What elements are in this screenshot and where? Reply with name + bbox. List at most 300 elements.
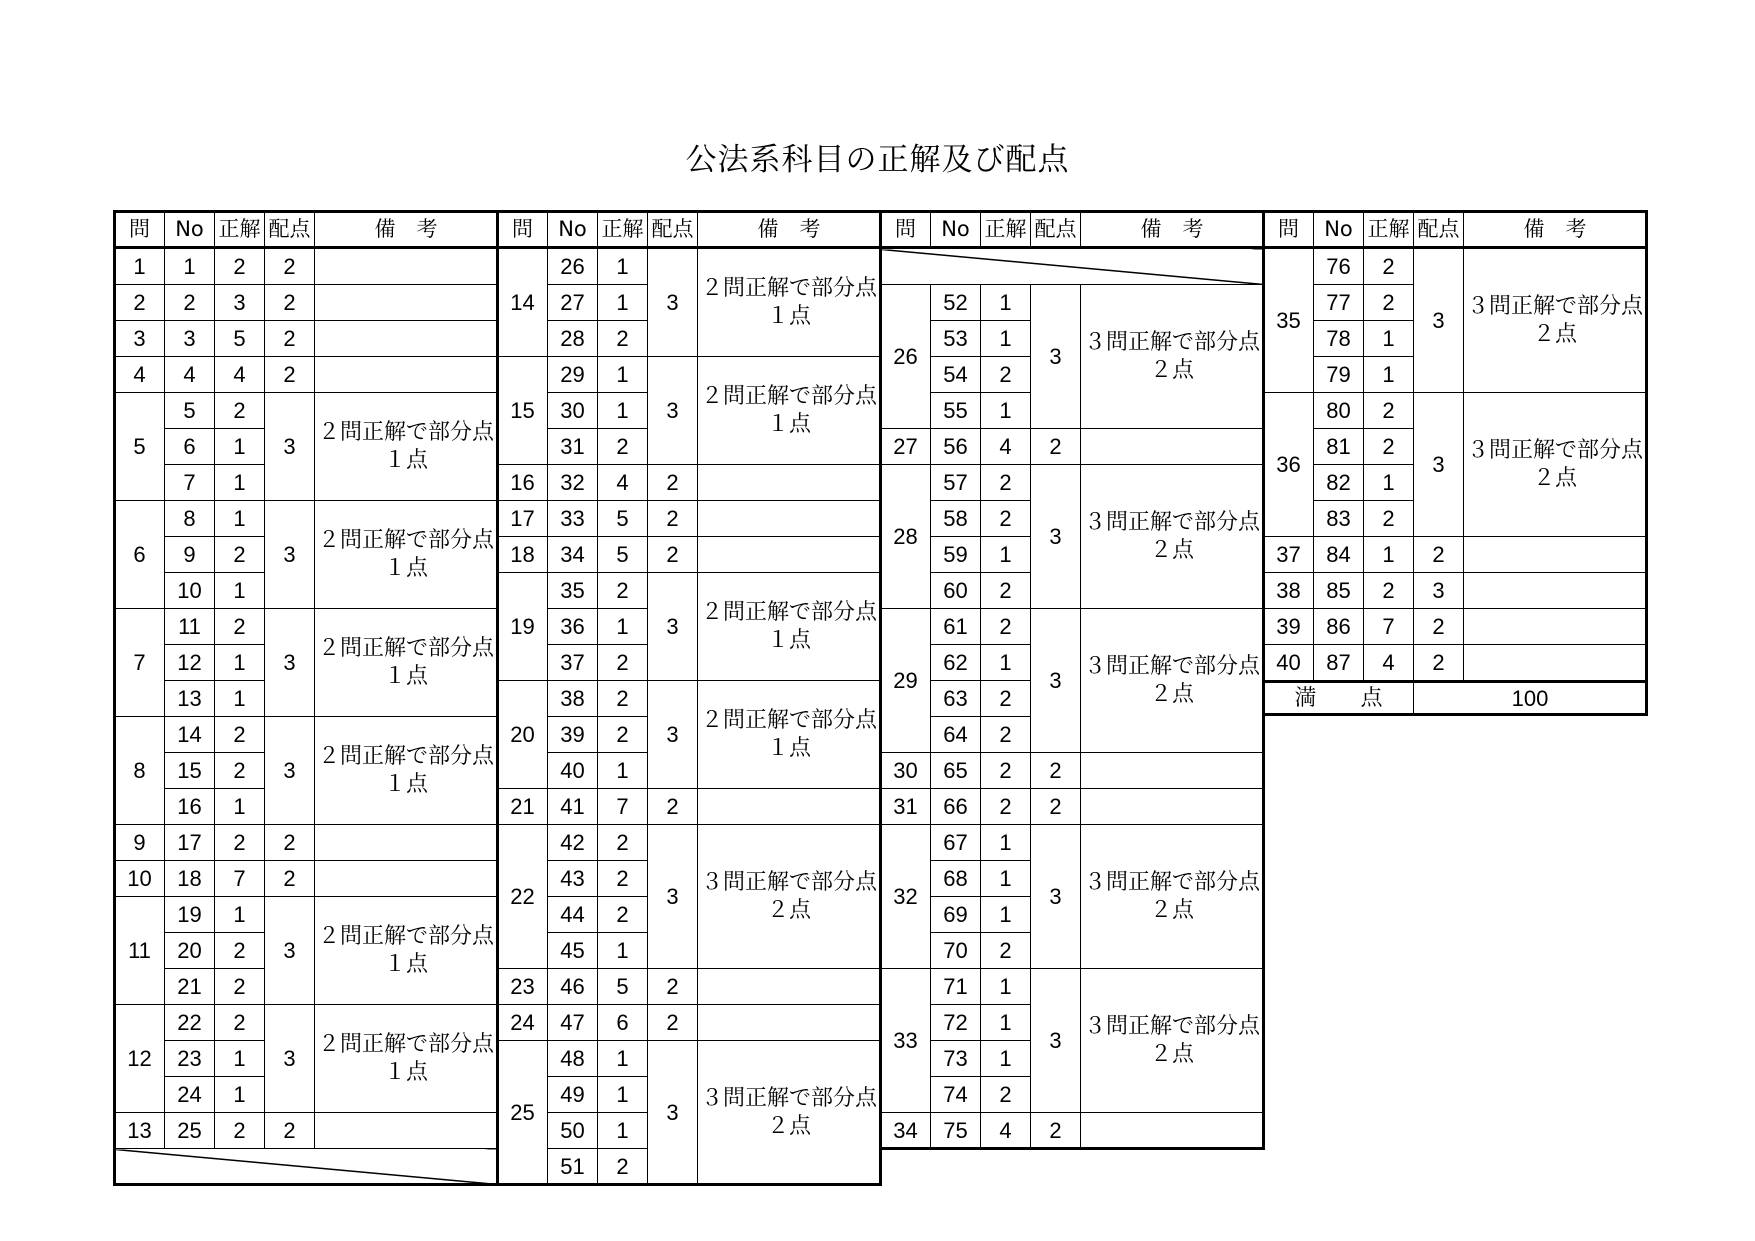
- points: 3: [648, 825, 698, 969]
- header-points: 配点: [1414, 212, 1464, 248]
- table-row: [115, 321, 498, 357]
- points: 2: [265, 861, 315, 897]
- points: 3: [265, 717, 315, 825]
- points: 2: [1031, 1113, 1081, 1149]
- correct-answer: 5: [598, 501, 648, 537]
- header-answer: 正解: [598, 212, 648, 248]
- note: [698, 1005, 881, 1041]
- correct-answer: 2: [981, 933, 1031, 969]
- question-number: 3: [115, 321, 165, 357]
- item-number: 7: [165, 465, 215, 501]
- table-row: [498, 465, 881, 501]
- item-number: 59: [931, 537, 981, 573]
- correct-answer: 1: [598, 357, 648, 393]
- item-number: 73: [931, 1041, 981, 1077]
- item-number: 71: [931, 969, 981, 1005]
- question-number: 22: [498, 825, 548, 969]
- correct-answer: 1: [598, 609, 648, 645]
- header-answer: 正解: [215, 212, 265, 248]
- question-number: 19: [498, 573, 548, 681]
- points: 2: [648, 1005, 698, 1041]
- correct-answer: 2: [598, 897, 648, 933]
- correct-answer: 2: [598, 573, 648, 609]
- question-number: 12: [115, 1005, 165, 1113]
- item-number: 11: [165, 609, 215, 645]
- item-number: 70: [931, 933, 981, 969]
- note: ３問正解で部分点２点: [1464, 248, 1647, 393]
- points: 2: [1414, 537, 1464, 573]
- correct-answer: 1: [215, 1077, 265, 1113]
- correct-answer: 2: [598, 681, 648, 717]
- item-number: 55: [931, 393, 981, 429]
- correct-answer: 1: [215, 1041, 265, 1077]
- points: 2: [1031, 429, 1081, 465]
- table-row: [115, 248, 498, 285]
- question-number: 20: [498, 681, 548, 789]
- item-number: 46: [548, 969, 598, 1005]
- page-title: 公法系科目の正解及び配点: [685, 142, 1070, 178]
- question-number: 35: [1264, 248, 1314, 393]
- correct-answer: 5: [598, 969, 648, 1005]
- item-number: 64: [931, 717, 981, 753]
- item-number: 20: [165, 933, 215, 969]
- header-answer: 正解: [981, 212, 1031, 248]
- note: [315, 1113, 498, 1149]
- item-number: 25: [165, 1113, 215, 1149]
- correct-answer: 7: [215, 861, 265, 897]
- points: 2: [265, 357, 315, 393]
- correct-answer: 2: [215, 717, 265, 753]
- note: ３問正解で部分点２点: [1081, 609, 1264, 753]
- table-row: [115, 825, 498, 861]
- table-row: [115, 717, 498, 753]
- table-row: [881, 969, 1264, 1005]
- points: 3: [1414, 573, 1464, 609]
- item-number: 5: [165, 393, 215, 429]
- question-number: 10: [115, 861, 165, 897]
- header-question: 問: [498, 212, 548, 248]
- item-number: 10: [165, 573, 215, 609]
- item-number: 17: [165, 825, 215, 861]
- question-number: 4: [115, 357, 165, 393]
- item-number: 34: [548, 537, 598, 573]
- table-row: [881, 285, 1264, 321]
- item-number: 15: [165, 753, 215, 789]
- correct-answer: 2: [215, 1113, 265, 1149]
- table-row: [1264, 537, 1647, 573]
- correct-answer: 2: [981, 717, 1031, 753]
- note: ３問正解で部分点２点: [698, 825, 881, 969]
- header-no: No: [931, 212, 981, 248]
- correct-answer: 4: [215, 357, 265, 393]
- correct-answer: 2: [981, 1077, 1031, 1113]
- item-number: 16: [165, 789, 215, 825]
- item-number: 2: [165, 285, 215, 321]
- correct-answer: 2: [1364, 393, 1414, 429]
- correct-answer: 2: [215, 969, 265, 1005]
- item-number: 19: [165, 897, 215, 933]
- correct-answer: 1: [215, 789, 265, 825]
- item-number: 65: [931, 753, 981, 789]
- question-number: 11: [115, 897, 165, 1005]
- points: 3: [648, 681, 698, 789]
- item-number: 12: [165, 645, 215, 681]
- correct-answer: 1: [981, 897, 1031, 933]
- total-value: 100: [1414, 682, 1647, 715]
- question-number: 38: [1264, 573, 1314, 609]
- note: [315, 321, 498, 357]
- correct-answer: 1: [215, 465, 265, 501]
- correct-answer: 2: [598, 717, 648, 753]
- points: 2: [265, 285, 315, 321]
- note: [315, 248, 498, 285]
- correct-answer: 7: [1364, 609, 1414, 645]
- item-number: 18: [165, 861, 215, 897]
- header-no: No: [1314, 212, 1364, 248]
- item-number: 36: [548, 609, 598, 645]
- item-number: 63: [931, 681, 981, 717]
- correct-answer: 1: [981, 645, 1031, 681]
- item-number: 77: [1314, 285, 1364, 321]
- table-row: [498, 573, 881, 609]
- item-number: 31: [548, 429, 598, 465]
- correct-answer: 1: [598, 285, 648, 321]
- correct-answer: 2: [598, 321, 648, 357]
- item-number: 50: [548, 1113, 598, 1149]
- header-no: No: [165, 212, 215, 248]
- question-number: 30: [881, 753, 931, 789]
- note: [698, 501, 881, 537]
- total-label: 満 点: [1264, 682, 1414, 715]
- item-number: 86: [1314, 609, 1364, 645]
- question-number: 27: [881, 429, 931, 465]
- correct-answer: 4: [1364, 645, 1414, 682]
- item-number: 54: [931, 357, 981, 393]
- correct-answer: 1: [215, 897, 265, 933]
- item-number: 28: [548, 321, 598, 357]
- note: ２問正解で部分点１点: [315, 609, 498, 717]
- table-row: [1264, 573, 1647, 609]
- note: ３問正解で部分点２点: [1081, 969, 1264, 1113]
- correct-answer: 2: [598, 861, 648, 897]
- item-number: 85: [1314, 573, 1364, 609]
- points: 2: [648, 501, 698, 537]
- item-number: 38: [548, 681, 598, 717]
- table-row: [115, 501, 498, 537]
- item-number: 33: [548, 501, 598, 537]
- correct-answer: 2: [981, 501, 1031, 537]
- correct-answer: 2: [215, 933, 265, 969]
- item-number: 1: [165, 248, 215, 285]
- item-number: 30: [548, 393, 598, 429]
- item-number: 75: [931, 1113, 981, 1149]
- question-number: 36: [1264, 393, 1314, 537]
- correct-answer: 5: [598, 537, 648, 573]
- item-number: 66: [931, 789, 981, 825]
- question-number: 34: [881, 1113, 931, 1149]
- table-row: [115, 1113, 498, 1149]
- item-number: 26: [548, 248, 598, 285]
- correct-answer: 2: [598, 825, 648, 861]
- correct-answer: 1: [981, 1041, 1031, 1077]
- points: 3: [648, 357, 698, 465]
- item-number: 27: [548, 285, 598, 321]
- item-number: 51: [548, 1149, 598, 1185]
- question-number: 23: [498, 969, 548, 1005]
- question-number: 39: [1264, 609, 1314, 645]
- correct-answer: 4: [981, 429, 1031, 465]
- correct-answer: 2: [981, 357, 1031, 393]
- question-number: 40: [1264, 645, 1314, 682]
- question-number: 17: [498, 501, 548, 537]
- table-row: [1264, 645, 1647, 682]
- item-number: 49: [548, 1077, 598, 1113]
- table-row: [881, 753, 1264, 789]
- empty-row: [881, 248, 1264, 285]
- points: 2: [265, 825, 315, 861]
- note: [1464, 537, 1647, 573]
- note: [1081, 753, 1264, 789]
- note: [1464, 573, 1647, 609]
- points: 3: [648, 1041, 698, 1185]
- note: ３問正解で部分点２点: [1081, 825, 1264, 969]
- item-number: 29: [548, 357, 598, 393]
- correct-answer: 2: [215, 537, 265, 573]
- correct-answer: 1: [598, 248, 648, 285]
- note: ２問正解で部分点１点: [698, 681, 881, 789]
- header-note: 備 考: [315, 212, 498, 248]
- points: 2: [1414, 645, 1464, 682]
- points: 3: [1414, 248, 1464, 393]
- table-row: [881, 465, 1264, 501]
- header-question: 問: [1264, 212, 1314, 248]
- correct-answer: 6: [598, 1005, 648, 1041]
- correct-answer: 1: [1364, 321, 1414, 357]
- note: [698, 465, 881, 501]
- item-number: 14: [165, 717, 215, 753]
- correct-answer: 2: [981, 789, 1031, 825]
- correct-answer: 1: [1364, 357, 1414, 393]
- item-number: 53: [931, 321, 981, 357]
- points: 3: [265, 393, 315, 501]
- header-note: 備 考: [1081, 212, 1264, 248]
- header-row: [1264, 212, 1647, 248]
- points: 3: [1031, 825, 1081, 969]
- correct-answer: 2: [1364, 429, 1414, 465]
- correct-answer: 1: [981, 285, 1031, 321]
- note: [1081, 429, 1264, 465]
- note: ３問正解で部分点２点: [1081, 465, 1264, 609]
- correct-answer: 1: [981, 393, 1031, 429]
- item-number: 39: [548, 717, 598, 753]
- item-number: 47: [548, 1005, 598, 1041]
- correct-answer: 2: [981, 681, 1031, 717]
- header-points: 配点: [648, 212, 698, 248]
- answer-table-4: [1263, 211, 1647, 715]
- question-number: 24: [498, 1005, 548, 1041]
- question-number: 14: [498, 248, 548, 357]
- question-number: 15: [498, 357, 548, 465]
- header-points: 配点: [1031, 212, 1081, 248]
- correct-answer: 2: [215, 825, 265, 861]
- note: ３問正解で部分点２点: [1464, 393, 1647, 537]
- points: 3: [648, 573, 698, 681]
- header-question: 問: [881, 212, 931, 248]
- correct-answer: 1: [215, 645, 265, 681]
- question-number: 18: [498, 537, 548, 573]
- points: 2: [265, 1113, 315, 1149]
- table-row: [881, 1113, 1264, 1149]
- points: 2: [1031, 753, 1081, 789]
- table-row: [1264, 393, 1647, 429]
- points: 3: [1031, 465, 1081, 609]
- item-number: 87: [1314, 645, 1364, 682]
- correct-answer: 2: [981, 609, 1031, 645]
- item-number: 76: [1314, 248, 1364, 285]
- correct-answer: 1: [981, 537, 1031, 573]
- table-row: [881, 609, 1264, 645]
- table-row: [881, 429, 1264, 465]
- points: 3: [265, 1005, 315, 1113]
- header-no: No: [548, 212, 598, 248]
- question-number: 33: [881, 969, 931, 1113]
- note: ３問正解で部分点２点: [1081, 285, 1264, 429]
- correct-answer: 1: [598, 1041, 648, 1077]
- correct-answer: 1: [1364, 465, 1414, 501]
- note: [1464, 645, 1647, 682]
- table-row: [115, 1005, 498, 1041]
- note: ２問正解で部分点１点: [315, 501, 498, 609]
- table-row: [498, 825, 881, 861]
- note: [698, 969, 881, 1005]
- note: [315, 285, 498, 321]
- note: ２問正解で部分点１点: [698, 248, 881, 357]
- answer-table-3: [880, 211, 1264, 1149]
- correct-answer: 2: [215, 393, 265, 429]
- question-number: 6: [115, 501, 165, 609]
- points: 2: [648, 465, 698, 501]
- note: ３問正解で部分点２点: [698, 1041, 881, 1185]
- points: 2: [1414, 609, 1464, 645]
- correct-answer: 4: [598, 465, 648, 501]
- points: 2: [648, 789, 698, 825]
- correct-answer: 1: [215, 573, 265, 609]
- question-number: 28: [881, 465, 931, 609]
- table-row: [881, 789, 1264, 825]
- points: 2: [265, 248, 315, 285]
- item-number: 60: [931, 573, 981, 609]
- question-number: 2: [115, 285, 165, 321]
- item-number: 56: [931, 429, 981, 465]
- item-number: 24: [165, 1077, 215, 1113]
- question-number: 29: [881, 609, 931, 753]
- table-row: [115, 897, 498, 933]
- item-number: 37: [548, 645, 598, 681]
- question-number: 21: [498, 789, 548, 825]
- item-number: 57: [931, 465, 981, 501]
- item-number: 43: [548, 861, 598, 897]
- correct-answer: 2: [215, 1005, 265, 1041]
- points: 3: [265, 897, 315, 1005]
- correct-answer: 4: [981, 1113, 1031, 1149]
- empty-cell: [115, 1149, 498, 1185]
- note: [315, 825, 498, 861]
- table-row: [498, 789, 881, 825]
- note: [1081, 1113, 1264, 1149]
- header-row: [881, 212, 1264, 248]
- note: ２問正解で部分点１点: [315, 897, 498, 1005]
- correct-answer: 1: [215, 429, 265, 465]
- table-row: [1264, 609, 1647, 645]
- item-number: 61: [931, 609, 981, 645]
- item-number: 41: [548, 789, 598, 825]
- item-number: 79: [1314, 357, 1364, 393]
- question-number: 25: [498, 1041, 548, 1185]
- correct-answer: 2: [1364, 285, 1414, 321]
- correct-answer: 7: [598, 789, 648, 825]
- header-note: 備 考: [698, 212, 881, 248]
- question-number: 13: [115, 1113, 165, 1149]
- table-row: [115, 357, 498, 393]
- question-number: 16: [498, 465, 548, 501]
- correct-answer: 2: [1364, 248, 1414, 285]
- item-number: 44: [548, 897, 598, 933]
- question-number: 7: [115, 609, 165, 717]
- correct-answer: 1: [981, 825, 1031, 861]
- table-row: [115, 861, 498, 897]
- answer-table-1: [114, 211, 498, 1185]
- note: [1464, 609, 1647, 645]
- table-row: [498, 537, 881, 573]
- item-number: 21: [165, 969, 215, 1005]
- item-number: 69: [931, 897, 981, 933]
- correct-answer: 1: [981, 321, 1031, 357]
- correct-answer: 1: [598, 393, 648, 429]
- item-number: 74: [931, 1077, 981, 1113]
- question-number: 26: [881, 285, 931, 429]
- item-number: 84: [1314, 537, 1364, 573]
- points: 3: [265, 609, 315, 717]
- item-number: 83: [1314, 501, 1364, 537]
- points: 2: [648, 969, 698, 1005]
- item-number: 67: [931, 825, 981, 861]
- item-number: 45: [548, 933, 598, 969]
- item-number: 8: [165, 501, 215, 537]
- item-number: 22: [165, 1005, 215, 1041]
- item-number: 48: [548, 1041, 598, 1077]
- correct-answer: 1: [598, 1077, 648, 1113]
- header-row: [498, 212, 881, 248]
- item-number: 62: [931, 645, 981, 681]
- note: ２問正解で部分点１点: [698, 357, 881, 465]
- note: [1081, 789, 1264, 825]
- answer-table-2: [497, 211, 881, 1185]
- correct-answer: 1: [598, 1113, 648, 1149]
- points: 2: [648, 537, 698, 573]
- table-row: [115, 609, 498, 645]
- correct-answer: 1: [215, 501, 265, 537]
- points: 3: [1031, 969, 1081, 1113]
- item-number: 42: [548, 825, 598, 861]
- points: 3: [1031, 285, 1081, 429]
- note: ２問正解で部分点１点: [315, 717, 498, 825]
- question-number: 32: [881, 825, 931, 969]
- header-points: 配点: [265, 212, 315, 248]
- item-number: 9: [165, 537, 215, 573]
- note: [698, 789, 881, 825]
- item-number: 52: [931, 285, 981, 321]
- item-number: 13: [165, 681, 215, 717]
